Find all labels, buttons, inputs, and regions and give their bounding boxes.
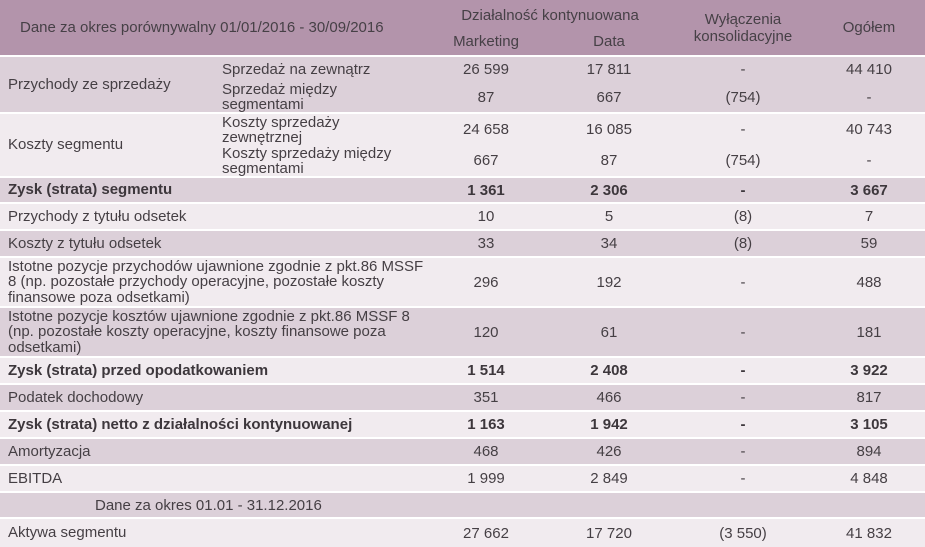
row-podatek-dochodowy	[0, 385, 925, 410]
table-row	[222, 57, 925, 82]
row-koszty-z-tytulu-odsetek	[0, 231, 925, 256]
cell-total: 817	[813, 385, 925, 410]
cell-total: 40 743	[846, 121, 892, 138]
column-header-data: Data	[593, 32, 625, 50]
cell-eliminations: -	[673, 308, 813, 356]
cell-eliminations: (8)	[673, 231, 813, 256]
cell-data: 1 942	[545, 412, 673, 437]
cell-total: 3 105	[813, 412, 925, 437]
cell-data: 2 849	[545, 466, 673, 491]
cell-data: 2 408	[545, 358, 673, 383]
cell-marketing: 33	[427, 231, 545, 256]
table-row	[222, 145, 925, 176]
cell-eliminations: (754)	[725, 88, 761, 106]
cell-data: 192	[545, 258, 673, 306]
cell-marketing: 667	[473, 152, 499, 169]
cell-label: Istotne pozycje przychodów ujawnione zgodnie z pkt.86 MSSF 8 (np. pozostałe przychody operacyjne, pozostałe koszty finansowe poza odsetkami)	[0, 258, 427, 306]
row-amortyzacja	[0, 439, 925, 464]
cell-total: 3 922	[813, 358, 925, 383]
cell-data: 5	[545, 204, 673, 229]
cell-total: 41 832	[813, 519, 925, 547]
cell-data: 34	[545, 231, 673, 256]
cell-data: 2 306	[545, 178, 673, 202]
cell-marketing: 27 662	[427, 519, 545, 547]
column-header-marketing: Marketing	[453, 32, 519, 50]
cell-data: 87	[600, 152, 618, 169]
cell-sublabel: Sprzedaż na zewnątrz	[222, 61, 371, 78]
row-zysk-strata-segmentu	[0, 178, 925, 202]
cell-eliminations: -	[673, 358, 813, 383]
cell-marketing: 1 999	[427, 466, 545, 491]
cell-marketing: 351	[427, 385, 545, 410]
cell-eliminations: -	[673, 258, 813, 306]
cell-data: 61	[545, 308, 673, 356]
cell-eliminations: -	[673, 178, 813, 202]
header-period-label: Dane za okres porównywalny 01/01/2016 - 30/09/2016	[20, 19, 384, 36]
row-zysk-przed-opodatkowaniem	[0, 358, 925, 383]
header-continued-operations-group	[427, 0, 673, 55]
row-zysk-netto-dzialalnosc-kontynuowana	[0, 412, 925, 437]
cell-data: 426	[545, 439, 673, 464]
cell-eliminations: -	[673, 439, 813, 464]
cell-marketing: 1 361	[427, 178, 545, 202]
table-row	[222, 114, 925, 145]
cell-eliminations: -	[673, 466, 813, 491]
cell-label: EBITDA	[0, 466, 427, 491]
row-przychody-z-tytulu-odsetek	[0, 204, 925, 229]
cell-marketing: 1 514	[427, 358, 545, 383]
cell-data: 17 720	[545, 519, 673, 547]
section-label: Dane za okres 01.01 - 31.12.2016	[0, 493, 925, 517]
cell-label: Przychody z tytułu odsetek	[0, 204, 427, 229]
cell-data: 17 811	[586, 61, 632, 78]
cell-total: -	[866, 88, 872, 106]
row-group-koszty-segmentu	[0, 114, 925, 176]
cell-marketing: 1 163	[427, 412, 545, 437]
row-istotne-pozycje-przychodow	[0, 258, 925, 306]
cell-eliminations: (3 550)	[673, 519, 813, 547]
cell-label: Zysk (strata) netto z działalności kontynuowanej	[0, 412, 427, 437]
row-section-dane-za-okres	[0, 493, 925, 517]
cell-eliminations: -	[740, 121, 746, 138]
table-row	[222, 82, 925, 112]
cell-marketing: 120	[427, 308, 545, 356]
cell-label: Koszty z tytułu odsetek	[0, 231, 427, 256]
cell-eliminations: -	[740, 61, 746, 78]
cell-sublabel: Koszty sprzedaży zewnętrznej	[222, 113, 340, 146]
cell-marketing: 296	[427, 258, 545, 306]
cell-total: 7	[813, 204, 925, 229]
cell-total: 488	[813, 258, 925, 306]
cell-label: Amortyzacja	[0, 439, 427, 464]
cell-data: 466	[545, 385, 673, 410]
cell-label: Zysk (strata) segmentu	[0, 178, 427, 202]
cell-label: Podatek dochodowy	[0, 385, 427, 410]
cell-total: 181	[813, 308, 925, 356]
cell-marketing: 468	[427, 439, 545, 464]
cell-data: 667	[596, 88, 622, 106]
cell-marketing: 87	[477, 88, 495, 106]
cell-label: Zysk (strata) przed opodatkowaniem	[0, 358, 427, 383]
cell-total: 44 410	[846, 61, 892, 78]
row-ebitda	[0, 466, 925, 491]
cell-total: -	[866, 152, 872, 169]
cell-total: 59	[813, 231, 925, 256]
group-label: Koszty segmentu	[0, 114, 222, 176]
row-group-przychody-ze-sprzedazy	[0, 57, 925, 112]
cell-label: Istotne pozycje kosztów ujawnione zgodnie z pkt.86 MSSF 8 (np. pozostałe koszty operacyjne, koszty finansowe poza odsetkami)	[0, 308, 427, 356]
cell-marketing: 10	[427, 204, 545, 229]
cell-sublabel: Sprzedaż między segmentami	[222, 81, 338, 113]
cell-eliminations: -	[673, 385, 813, 410]
table-header-row	[0, 0, 925, 55]
cell-sublabel: Koszty sprzedaży między segmentami	[222, 144, 392, 177]
row-istotne-pozycje-kosztow	[0, 308, 925, 356]
cell-eliminations: (8)	[673, 204, 813, 229]
cell-total: 4 848	[813, 466, 925, 491]
cell-marketing: 26 599	[463, 61, 509, 78]
cell-label: Aktywa segmentu	[0, 519, 427, 547]
cell-total: 3 667	[813, 178, 925, 202]
group-label: Przychody ze sprzedaży	[0, 57, 222, 112]
column-header-eliminations: Wyłączenia konsolidacyjne	[693, 10, 793, 45]
row-aktywa-segmentu	[0, 519, 925, 547]
cell-eliminations: -	[673, 412, 813, 437]
cell-eliminations: (754)	[725, 152, 761, 169]
column-header-total: Ogółem	[842, 19, 896, 36]
cell-total: 894	[813, 439, 925, 464]
cell-data: 16 085	[586, 121, 632, 138]
cell-marketing: 24 658	[463, 121, 509, 138]
header-continued-operations-label: Działalność kontynuowana	[461, 7, 639, 24]
